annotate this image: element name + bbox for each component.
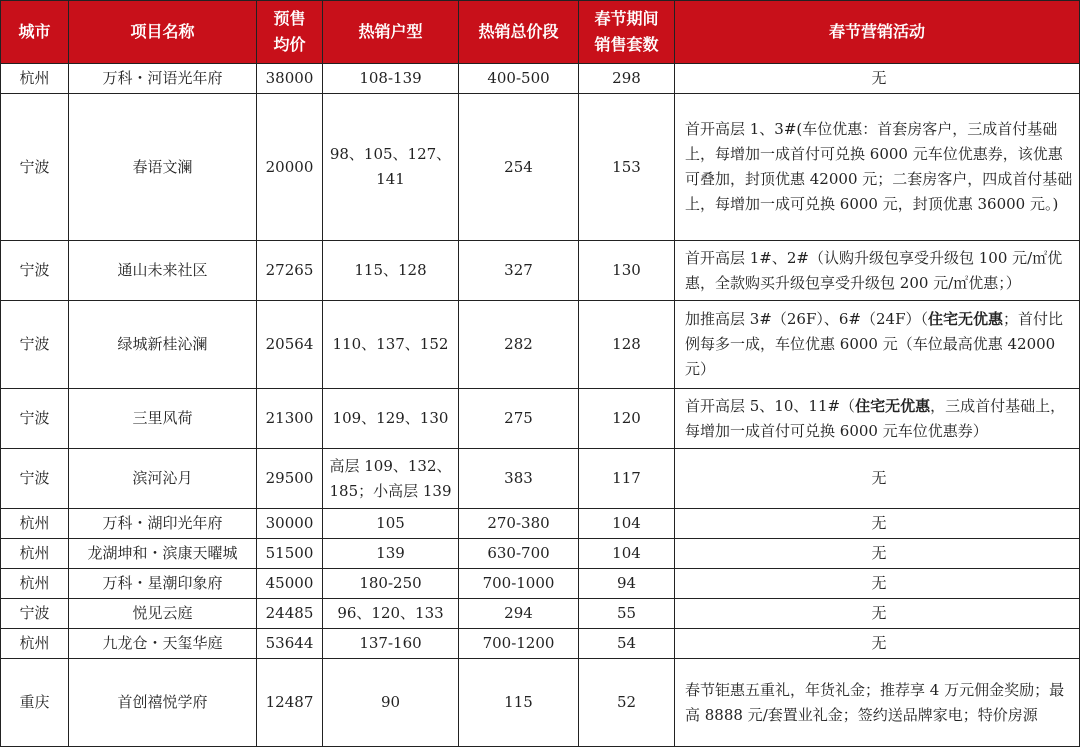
header-sold xyxy=(579,1,675,64)
cell-project: 龙湖坤和・滨康天曜城 xyxy=(69,539,257,569)
table-row xyxy=(1,64,1080,94)
cell-price: 20564 xyxy=(257,301,323,389)
cell-project: 九龙仓・天玺华庭 xyxy=(69,629,257,659)
cell-activity xyxy=(675,94,1080,241)
cell-activity xyxy=(675,539,1080,569)
table-row xyxy=(1,301,1080,389)
cell-activity xyxy=(675,629,1080,659)
cell-city: 宁波 xyxy=(1,449,69,509)
cell-activity xyxy=(675,569,1080,599)
cell-total: 282 xyxy=(459,301,579,389)
header-label: 热销总价段 xyxy=(478,22,559,41)
cell-total: 270-380 xyxy=(459,509,579,539)
cell-sold: 94 xyxy=(579,569,675,599)
header-label: 春节营销活动 xyxy=(828,22,925,41)
cell-price: 30000 xyxy=(257,509,323,539)
table-row xyxy=(1,539,1080,569)
cell-price: 29500 xyxy=(257,449,323,509)
cell-total: 294 xyxy=(459,599,579,629)
table-row xyxy=(1,599,1080,629)
cell-price: 12487 xyxy=(257,659,323,747)
header-label: 销售套数 xyxy=(594,35,659,54)
cell-price: 24485 xyxy=(257,599,323,629)
cell-activity xyxy=(675,64,1080,94)
header-price xyxy=(257,1,323,64)
cell-price: 27265 xyxy=(257,241,323,301)
cell-price: 20000 xyxy=(257,94,323,241)
activity-text: 无 xyxy=(871,574,887,592)
cell-sold: 153 xyxy=(579,94,675,241)
activity-emphasis: 住宅无优惠 xyxy=(855,396,931,415)
cell-city: 重庆 xyxy=(1,659,69,747)
cell-project: 万科・星潮印象府 xyxy=(69,569,257,599)
cell-activity xyxy=(675,301,1080,389)
activity-text: 首开高层 1、3#(车位优惠：首套房客户，三成首付基础上，每增加一成首付可兑换 6000 元车位优惠券，该优惠可叠加，封顶优惠 42000 元；二套房客户，四成首付基础上，每增加一成可兑换 6000 元，封顶优惠 36000 元。) xyxy=(685,120,1073,213)
activity-text: 首开高层 5、10、11#（ xyxy=(685,396,856,415)
table-row xyxy=(1,241,1080,301)
activity-text: 无 xyxy=(871,69,887,87)
cell-types: 高层 109、132、 185；小高层 139 xyxy=(323,449,459,509)
header-label: 城市 xyxy=(18,22,51,41)
cell-city: 宁波 xyxy=(1,389,69,449)
header-types xyxy=(323,1,459,64)
cell-project: 三里风荷 xyxy=(69,389,257,449)
table-row xyxy=(1,509,1080,539)
cell-city: 杭州 xyxy=(1,569,69,599)
cell-sold: 54 xyxy=(579,629,675,659)
table-row xyxy=(1,569,1080,599)
cell-price: 45000 xyxy=(257,569,323,599)
cell-sold: 130 xyxy=(579,241,675,301)
cell-total: 275 xyxy=(459,389,579,449)
cell-total: 630-700 xyxy=(459,539,579,569)
cell-types: 90 xyxy=(323,659,459,747)
cell-activity xyxy=(675,659,1080,747)
cell-project: 首创禧悦学府 xyxy=(69,659,257,747)
cell-sold: 120 xyxy=(579,389,675,449)
cell-project: 通山未来社区 xyxy=(69,241,257,301)
header-project xyxy=(69,1,257,64)
cell-activity xyxy=(675,241,1080,301)
cell-types: 109、129、130 xyxy=(323,389,459,449)
cell-sold: 52 xyxy=(579,659,675,747)
activity-emphasis: 住宅无优惠 xyxy=(927,310,1003,328)
activity-text: 无 xyxy=(871,514,887,532)
cell-city: 杭州 xyxy=(1,539,69,569)
table-row xyxy=(1,449,1080,509)
cell-sold: 128 xyxy=(579,301,675,389)
activity-text: 加推高层 3#（26F）、6#（24F）（ xyxy=(685,310,928,328)
cell-types: 139 xyxy=(323,539,459,569)
cell-types: 108-139 xyxy=(323,64,459,94)
header-label: 均价 xyxy=(273,35,306,54)
cell-total: 383 xyxy=(459,449,579,509)
activity-text: 春节钜惠五重礼，年货礼金；推荐享 4 万元佣金奖励；最高 8888 元/套置业礼金；签约送品牌家电；特价房源 xyxy=(685,680,1065,724)
cell-project: 悦见云庭 xyxy=(69,599,257,629)
cell-activity xyxy=(675,449,1080,509)
cell-sold: 117 xyxy=(579,449,675,509)
activity-text: 无 xyxy=(871,604,887,622)
header-label: 预售 xyxy=(273,9,306,28)
activity-text: 无 xyxy=(871,634,887,652)
cell-city: 杭州 xyxy=(1,64,69,94)
cell-types: 98、105、127、 141 xyxy=(323,94,459,241)
cell-activity xyxy=(675,389,1080,449)
cell-activity xyxy=(675,599,1080,629)
cell-types: 137-160 xyxy=(323,629,459,659)
cell-total: 400-500 xyxy=(459,64,579,94)
cell-types: 105 xyxy=(323,509,459,539)
activity-text: ，三成首付基础上，每增加一成首付可兑换 6000 元车位优惠券） xyxy=(685,396,1066,440)
cell-city: 宁波 xyxy=(1,94,69,241)
cell-total: 700-1000 xyxy=(459,569,579,599)
cell-project: 春语文澜 xyxy=(69,94,257,241)
cell-types: 180-250 xyxy=(323,569,459,599)
activity-text: 无 xyxy=(871,469,887,487)
table-row xyxy=(1,94,1080,241)
cell-activity xyxy=(675,509,1080,539)
cell-city: 宁波 xyxy=(1,241,69,301)
cell-total: 700-1200 xyxy=(459,629,579,659)
header-label: 热销户型 xyxy=(358,22,423,41)
cell-types: 96、120、133 xyxy=(323,599,459,629)
cell-city: 杭州 xyxy=(1,509,69,539)
cell-project: 滨河沁月 xyxy=(69,449,257,509)
cell-types: 110、137、152 xyxy=(323,301,459,389)
table-row xyxy=(1,629,1080,659)
header-total xyxy=(459,1,579,64)
cell-price: 51500 xyxy=(257,539,323,569)
cell-city: 宁波 xyxy=(1,599,69,629)
table-row xyxy=(1,659,1080,747)
cell-sold: 104 xyxy=(579,539,675,569)
cell-city: 杭州 xyxy=(1,629,69,659)
cell-total: 254 xyxy=(459,94,579,241)
cell-city: 宁波 xyxy=(1,301,69,389)
header-label: 春节期间 xyxy=(594,9,659,28)
cell-sold: 298 xyxy=(579,64,675,94)
cell-price: 53644 xyxy=(257,629,323,659)
cell-sold: 104 xyxy=(579,509,675,539)
table-row xyxy=(1,389,1080,449)
header-city xyxy=(1,1,69,64)
cell-total: 327 xyxy=(459,241,579,301)
cell-types: 115、128 xyxy=(323,241,459,301)
cell-price: 38000 xyxy=(257,64,323,94)
cell-project: 绿城新桂沁澜 xyxy=(69,301,257,389)
cell-project: 万科・河语光年府 xyxy=(69,64,257,94)
cell-project: 万科・湖印光年府 xyxy=(69,509,257,539)
cell-price: 21300 xyxy=(257,389,323,449)
activity-text: ；首付比例每多一成，车位优惠 6000 元（车位最高优惠 42000 元） xyxy=(685,310,1064,378)
cell-total: 115 xyxy=(459,659,579,747)
header-activity xyxy=(675,1,1080,64)
header-label: 项目名称 xyxy=(130,22,195,41)
cell-sold: 55 xyxy=(579,599,675,629)
header-row xyxy=(1,1,1080,64)
activity-text: 首开高层 1#、2#（认购升级包享受升级包 100 元/㎡优惠，全款购买升级包享受升级包 200 元/㎡优惠；） xyxy=(685,248,1063,292)
activity-text: 无 xyxy=(871,544,887,562)
